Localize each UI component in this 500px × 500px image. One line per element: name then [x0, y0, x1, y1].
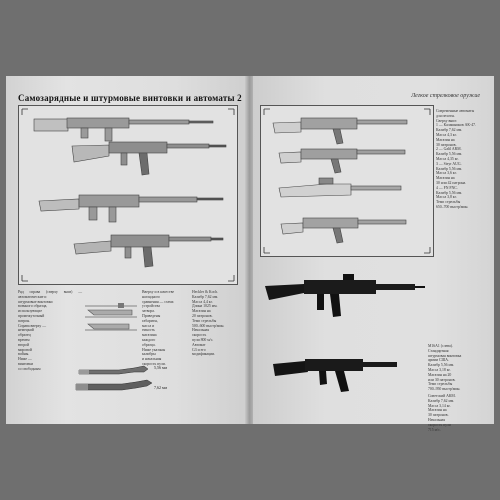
left-col-1-line: немецкий	[18, 328, 34, 333]
right-col-2-line: Масса 3,18 кг.	[428, 367, 451, 372]
left-col-1-line: войны.	[18, 352, 30, 357]
left-col-2-line: затвора.	[142, 309, 155, 314]
right-col-2-line: M16A1 (слева).	[428, 344, 453, 348]
cartridge-label-556: 5,56 мм	[154, 365, 168, 370]
left-col-2-line: образца.	[142, 342, 156, 347]
right-col-1-line: 30 патронов.	[436, 142, 457, 147]
left-col-2-line: калибры	[142, 352, 156, 357]
cartridge-7-62-icon	[76, 380, 152, 390]
right-rifle-plate	[260, 105, 434, 257]
left-col-3-line: пули 800 м/с.	[192, 337, 214, 342]
left-rifle-plate	[18, 105, 238, 285]
right-col-1-line: Масса 4,35 кг.	[436, 156, 459, 161]
right-col-3-line: скорость пули	[428, 422, 451, 427]
right-col-1-line: Современные автоматы	[436, 109, 475, 113]
right-col-3-line: 30 патронов.	[428, 413, 449, 418]
left-text-column-3	[192, 290, 240, 404]
left-col-1-line: Ниже —	[18, 357, 32, 362]
left-col-1-line: второй	[18, 342, 30, 347]
cartridge-label-762: 7,62 мм	[154, 385, 168, 390]
right-col-1-line: 3 — Steyr AUG.	[436, 161, 462, 166]
right-col-1-line: 1 — Калашников АК-47.	[436, 123, 476, 128]
left-page	[6, 76, 247, 424]
right-col-1-line: Калибр 5,56 мм.	[436, 166, 463, 171]
left-col-1-line: винтовки	[18, 361, 34, 366]
left-col-3-line: Темп стрельбы	[192, 318, 217, 323]
left-col-2-line: и начальная	[142, 357, 162, 362]
left-col-1-line: Ряд справа (сверху вниз) — автоматические и	[18, 290, 82, 299]
right-col-3-line: Начальная	[428, 417, 445, 422]
right-col-1-line: Калибр 7,62 мм.	[436, 128, 463, 133]
steyr-aug-illustration	[279, 178, 401, 197]
cartridge-illustrations	[74, 362, 154, 396]
right-col-1-line: 30 или 42 патрона.	[436, 180, 467, 185]
right-col-1-line: Масса 4,3 кг.	[436, 132, 457, 137]
galil-illustration	[279, 149, 405, 173]
left-col-2-line: сравнения — схема	[142, 299, 174, 304]
right-col-1-line: Калибр 5,56 мм.	[436, 190, 463, 195]
fnc-illustration	[281, 218, 406, 243]
left-col-1-line: мировой	[18, 347, 32, 352]
right-col-2-line: штурмовая винтовка	[428, 353, 462, 358]
left-col-2-line: устройства	[142, 304, 160, 309]
left-col-1-line: времен	[18, 337, 30, 342]
left-col-1-line: патрон.	[18, 318, 31, 323]
left-col-3-line: Начальная	[192, 328, 209, 333]
right-col-1-line: 650–700 выстр/мин.	[436, 204, 469, 209]
right-col-2-line: Калибр 5,56 мм.	[428, 363, 455, 368]
left-col-1-line: промежуточный	[18, 313, 45, 318]
akm-illustration	[267, 348, 407, 412]
left-col-2-line: масса и	[142, 323, 155, 328]
rifle-illustration-1	[34, 118, 213, 141]
left-col-3-line: скорость	[192, 333, 207, 338]
left-col-2-line: емкость	[142, 328, 155, 333]
right-col-2-line: армии США.	[428, 358, 449, 363]
right-col-3-line: Советский АКМ.	[428, 394, 456, 398]
left-page-heading: Самозарядные и штурмовые винтовки и автоматы 2	[18, 93, 242, 103]
right-text-column-3	[428, 394, 488, 432]
left-col-3-line: Калибр 7,62 мм.	[192, 294, 219, 299]
left-col-3-line: Длина 1025 мм.	[192, 304, 218, 309]
left-col-3-line: G3 и его	[192, 347, 206, 352]
left-col-1-line: военного образца,	[18, 304, 48, 309]
right-col-1-line: 4 — FN FNC.	[436, 185, 458, 190]
right-col-3-line: Калибр 7,62 мм.	[428, 398, 455, 403]
left-rifle-illustrations	[19, 106, 237, 284]
left-col-2-line: магазина	[142, 333, 157, 338]
right-rifle-illustrations	[261, 106, 433, 256]
right-col-1-line: Магазин на	[436, 137, 455, 142]
right-col-2-line: 700–950 выстр/мин.	[428, 387, 461, 392]
right-col-3-line: 715 м/с.	[428, 427, 441, 432]
rifle-illustration-2	[72, 142, 226, 175]
bolt-diagram	[84, 302, 142, 340]
right-col-2-line: Темп стрельбы	[428, 382, 453, 387]
left-col-1-line: использующие	[18, 309, 43, 314]
right-col-1-line: 2 — Galil ARM.	[436, 147, 462, 152]
rifle-illustration-4	[74, 235, 223, 267]
right-col-2-line: Магазин на 20	[428, 372, 452, 377]
right-col-1-line: Масса 3,6 кг.	[436, 171, 457, 176]
right-col-1-line: Сверху вниз:	[436, 118, 457, 123]
right-text-column-2	[428, 344, 488, 392]
left-col-3-line: Автомат	[192, 342, 206, 347]
right-col-1-line: Магазин на	[436, 176, 455, 181]
left-col-3-line: Масса 4,4 кг.	[192, 299, 213, 304]
left-col-1-line: образец	[18, 333, 31, 338]
left-col-3-line: Heckler & Koch.	[192, 290, 219, 294]
left-col-1-line: Справа вверху —	[18, 323, 47, 328]
right-col-1-line: для пехоты.	[436, 113, 455, 118]
right-page	[253, 76, 494, 432]
ak47-illustration	[273, 118, 407, 144]
right-col-1-line: Темп стрельбы	[436, 200, 461, 205]
left-col-3-line: 20 патронов.	[192, 313, 213, 318]
right-col-2-line: Стандартная	[428, 348, 449, 353]
open-book	[6, 76, 494, 432]
left-col-2-line: каждого	[142, 337, 156, 342]
left-col-3-line: 500–600 выстр/мин.	[192, 323, 225, 328]
left-col-2-line: Приведены	[142, 313, 161, 318]
rifle-illustration-3	[39, 195, 223, 222]
left-text-column-1	[18, 290, 82, 370]
left-col-2-line: скорость пули.	[142, 361, 166, 366]
left-col-2-line: наглядного	[142, 294, 160, 299]
m16-illustration	[259, 264, 427, 338]
right-running-head: Легкое стрелковое оружие	[411, 93, 480, 99]
left-col-2-line: Ниже указаны	[142, 347, 166, 352]
left-col-1-line: со свободным	[18, 366, 41, 371]
left-text-column-2	[142, 290, 189, 368]
right-col-3-line: Магазин на	[428, 408, 447, 413]
left-col-1-line: штурмовые винтовки	[18, 299, 53, 304]
right-col-3-line: Масса 3,14 кг.	[428, 403, 451, 408]
right-col-1-line: Калибр 5,56 мм.	[436, 152, 463, 157]
right-col-2-line: или 30 патронов.	[428, 377, 456, 382]
right-text-column-1	[436, 109, 486, 309]
left-col-3-line: Магазин на	[192, 309, 211, 314]
left-col-2-line: габариты,	[142, 318, 158, 323]
cartridge-5-56-icon	[79, 366, 148, 374]
left-col-2-line: Вверху и в качестве	[142, 290, 175, 294]
right-col-1-line: Масса 3,8 кг.	[436, 195, 457, 200]
left-col-3-line: модификации.	[192, 352, 216, 357]
